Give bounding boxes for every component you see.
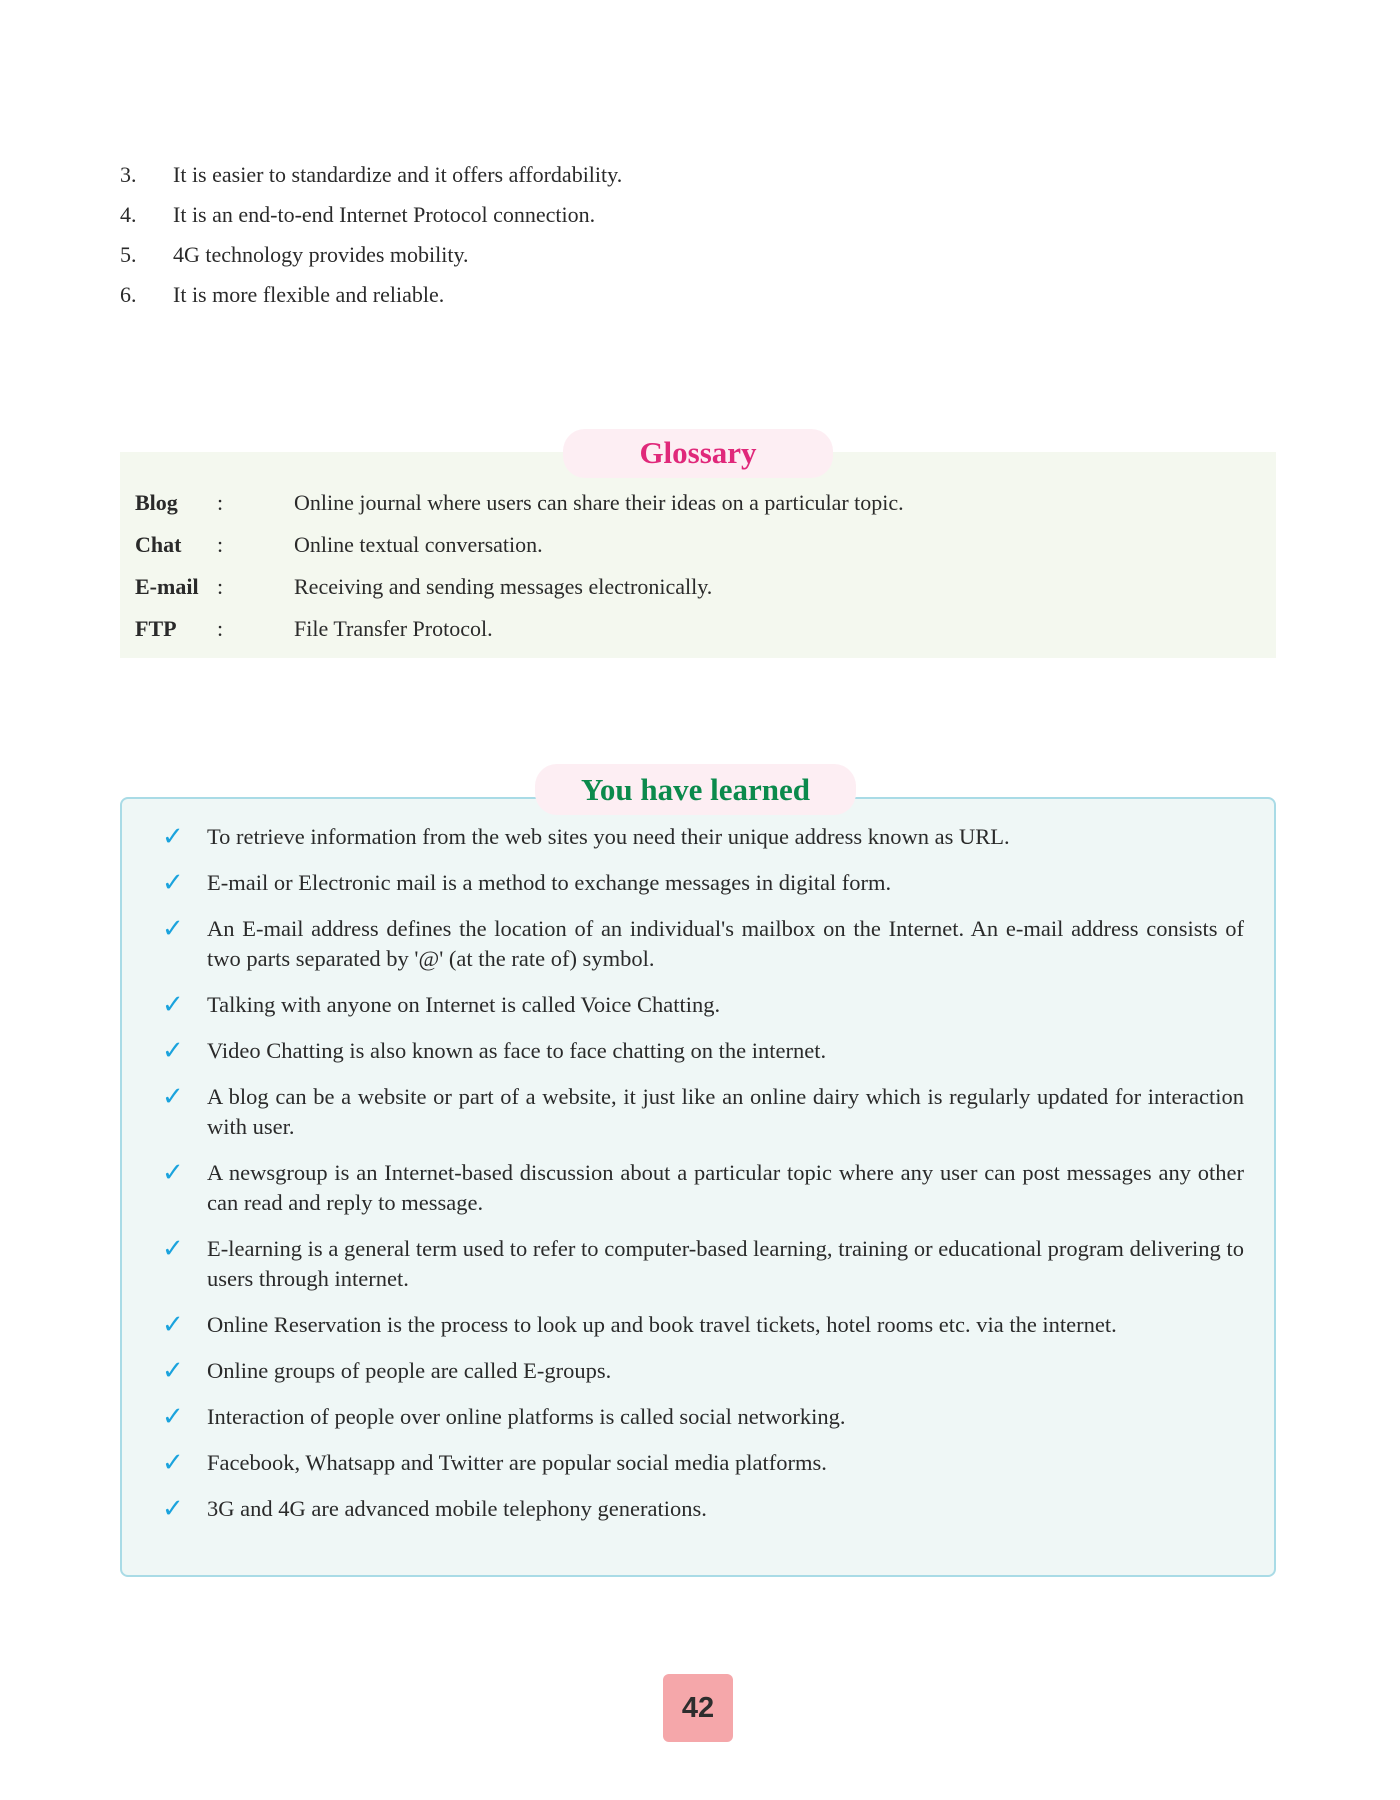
learned-item [162,1402,1244,1432]
item-text: It is easier to standardize and it offers affordability. [173,162,623,187]
glossary-heading: Glossary [563,429,833,478]
item-number: 6. [120,282,137,307]
learned-item-text: Video Chatting is also known as face to face chatting on the internet. [207,1038,827,1063]
glossary-colon: : [217,574,224,599]
learned-item-text: Interaction of people over online platforms is called social networking. [207,1404,846,1429]
learned-item-text: To retrieve information from the web sites you need their unique address known as URL. [207,824,1010,849]
learned-item-text: 3G and 4G are advanced mobile telephony generations. [207,1496,707,1521]
learned-item [162,868,1244,898]
learned-item-text: Online Reservation is the process to look up and book travel tickets, hotel rooms etc. via the internet. [207,1312,1117,1337]
check-icon: ✓ [162,914,184,944]
glossary-colon: : [217,616,224,641]
learned-item-text: A newsgroup is an Internet-based discussion about a particular topic where any user can post messages any other can read and reply to message. [207,1160,1244,1215]
learned-item [162,822,1244,852]
check-icon: ✓ [162,990,184,1020]
item-number: 3. [120,162,137,187]
item-text: It is more flexible and reliable. [173,282,445,307]
learned-item [162,990,1244,1020]
learned-item [162,1036,1244,1066]
learned-item [162,1234,1244,1294]
check-icon: ✓ [162,1494,184,1524]
learned-item-text: A blog can be a website or part of a website, it just like an online dairy which is regularly updated for interaction with user. [207,1084,1244,1139]
learned-item-text: E-mail or Electronic mail is a method to exchange messages in digital form. [207,870,892,895]
check-icon: ✓ [162,1310,184,1340]
check-icon: ✓ [162,1402,184,1432]
learned-item-text: Online groups of people are called E-groups. [207,1358,612,1383]
learned-item [162,1158,1244,1218]
page-number: 42 [663,1674,733,1742]
item-number: 5. [120,242,137,267]
learned-item-text: An E-mail address defines the location of an individual's mailbox on the Internet. An e-mail address consists of two parts separated by '@' (at the rate of) symbol. [207,916,1244,971]
check-icon: ✓ [162,1036,184,1066]
item-number: 4. [120,202,137,227]
glossary-colon: : [217,490,224,515]
glossary-term: Chat [135,532,182,557]
check-icon: ✓ [162,1448,184,1478]
learned-item [162,1082,1244,1142]
check-icon: ✓ [162,868,184,898]
learned-item-text: E-learning is a general term used to refer to computer-based learning, training or educational program delivering to users through internet. [207,1236,1244,1291]
check-icon: ✓ [162,1082,184,1112]
item-text: It is an end-to-end Internet Protocol connection. [173,202,596,227]
glossary-term: Blog [135,490,178,515]
learned-item [162,1448,1244,1478]
check-icon: ✓ [162,1158,184,1188]
glossary-colon: : [217,532,224,557]
learned-item-text: Talking with anyone on Internet is called Voice Chatting. [207,992,721,1017]
learned-item [162,1494,1244,1524]
glossary-term: FTP [135,616,177,641]
check-icon: ✓ [162,822,184,852]
learned-item [162,1356,1244,1386]
learned-item [162,914,1244,974]
learned-item [162,1310,1244,1340]
glossary-def: Receiving and sending messages electronically. [294,574,713,599]
learned-heading: You have learned [535,764,856,815]
item-text: 4G technology provides mobility. [173,242,469,267]
glossary-def: Online textual conversation. [294,532,543,557]
learned-list [162,822,1244,1540]
check-icon: ✓ [162,1356,184,1386]
check-icon: ✓ [162,1234,184,1264]
glossary-def: File Transfer Protocol. [294,616,493,641]
glossary-term: E-mail [135,574,199,599]
learned-item-text: Facebook, Whatsapp and Twitter are popular social media platforms. [207,1450,827,1475]
glossary-def: Online journal where users can share their ideas on a particular topic. [294,490,904,515]
